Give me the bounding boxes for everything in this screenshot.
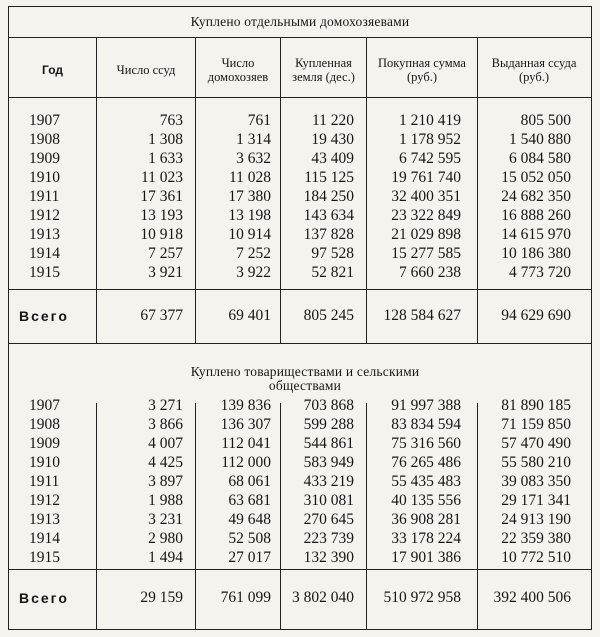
cell-year: 1908 <box>29 131 60 148</box>
cell-land: 223 739 <box>303 530 354 547</box>
cell-loan-amount: 39 083 350 <box>501 473 571 490</box>
cell-land: 583 949 <box>303 454 354 471</box>
cell-households: 1 314 <box>236 131 271 148</box>
cell-land: 599 288 <box>303 416 354 433</box>
table-row <box>9 529 591 548</box>
table-row <box>9 434 591 453</box>
cell-year: 1915 <box>29 549 60 566</box>
cell-households: 13 198 <box>228 207 271 224</box>
table-row <box>9 415 591 434</box>
cell-land: 184 250 <box>303 188 354 205</box>
cell-households: 3 922 <box>236 264 271 281</box>
total-households: 69 401 <box>228 307 271 324</box>
cell-price: 15 277 585 <box>391 245 461 262</box>
cell-loan-amount: 6 084 580 <box>509 150 571 167</box>
cell-land: 433 219 <box>303 473 354 490</box>
cell-land: 703 868 <box>303 397 354 414</box>
table-row <box>9 168 591 187</box>
cell-loan-amount: 4 773 720 <box>509 264 571 281</box>
cell-land: 19 430 <box>311 131 354 148</box>
cell-households: 52 508 <box>228 530 271 547</box>
cell-year: 1909 <box>29 150 60 167</box>
cell-loan-amount: 24 682 350 <box>501 188 571 205</box>
cell-price: 7 660 238 <box>399 264 461 281</box>
cell-price: 23 322 849 <box>391 207 461 224</box>
cell-loans: 763 <box>159 112 183 129</box>
table-row <box>9 510 591 529</box>
cell-land: 544 861 <box>303 435 354 452</box>
cell-year: 1913 <box>29 511 60 528</box>
cell-loans: 4 007 <box>148 435 183 452</box>
cell-year: 1907 <box>29 397 60 414</box>
total-loans: 67 377 <box>140 307 183 324</box>
cell-households: 3 632 <box>236 150 271 167</box>
cell-households: 761 <box>247 112 271 129</box>
cell-price: 33 178 224 <box>391 530 461 547</box>
total-price: 128 584 627 <box>383 307 461 324</box>
cell-households: 7 252 <box>236 245 271 262</box>
cell-loan-amount: 805 500 <box>520 112 571 129</box>
cell-households: 10 914 <box>228 226 271 243</box>
rule-below-total1 <box>9 343 591 344</box>
cell-loans: 1 988 <box>148 492 183 509</box>
cell-year: 1914 <box>29 530 60 547</box>
cell-land: 143 634 <box>303 207 354 224</box>
total-loan-amount: 392 400 506 <box>493 589 571 606</box>
cell-loans: 3 271 <box>148 397 183 414</box>
cell-loans: 3 897 <box>148 473 183 490</box>
cell-price: 1 178 952 <box>399 131 461 148</box>
table-row <box>9 111 591 130</box>
table-row <box>9 244 591 263</box>
table-row <box>9 225 591 244</box>
total-label: Всего <box>19 590 69 606</box>
cell-price: 91 997 388 <box>391 397 461 414</box>
cell-loans: 13 193 <box>140 207 183 224</box>
cell-households: 68 061 <box>228 473 271 490</box>
cell-loan-amount: 16 888 260 <box>501 207 571 224</box>
cell-price: 21 029 898 <box>391 226 461 243</box>
table-row <box>9 453 591 472</box>
cell-loan-amount: 22 359 380 <box>501 530 571 547</box>
cell-year: 1913 <box>29 226 60 243</box>
cell-households: 136 307 <box>220 416 271 433</box>
cell-loan-amount: 55 580 210 <box>501 454 571 471</box>
cell-loans: 3 921 <box>148 264 183 281</box>
cell-price: 1 210 419 <box>399 112 461 129</box>
cell-year: 1910 <box>29 169 60 186</box>
total-label: Всего <box>19 308 69 324</box>
table-row <box>9 548 591 567</box>
cell-land: 310 081 <box>303 492 354 509</box>
cell-year: 1911 <box>29 473 60 490</box>
cell-year: 1912 <box>29 492 60 509</box>
statistics-table <box>8 6 592 630</box>
cell-loan-amount: 15 052 050 <box>501 169 571 186</box>
cell-year: 1912 <box>29 207 60 224</box>
cell-loan-amount: 10 186 380 <box>501 245 571 262</box>
table-row <box>9 130 591 149</box>
cell-land: 11 220 <box>311 112 354 129</box>
header-price: Покупная сумма (руб.) <box>378 56 466 84</box>
cell-households: 11 028 <box>228 169 271 186</box>
cell-loans: 3 231 <box>148 511 183 528</box>
cell-loans: 2 980 <box>148 530 183 547</box>
cell-loan-amount: 1 540 880 <box>509 131 571 148</box>
cell-year: 1910 <box>29 454 60 471</box>
cell-price: 19 761 740 <box>391 169 461 186</box>
cell-price: 75 316 560 <box>391 435 461 452</box>
table-row <box>9 472 591 491</box>
table-row <box>9 263 591 282</box>
cell-loan-amount: 10 772 510 <box>501 549 571 566</box>
section1-title: Куплено отдельными домохозяевами <box>190 14 410 29</box>
cell-year: 1908 <box>29 416 60 433</box>
cell-land: 97 528 <box>311 245 354 262</box>
cell-price: 55 435 483 <box>391 473 461 490</box>
cell-loan-amount: 71 159 850 <box>501 416 571 433</box>
table-row <box>9 491 591 510</box>
cell-price: 83 834 594 <box>391 416 461 433</box>
header-year: Год <box>42 63 63 77</box>
cell-households: 112 000 <box>221 454 271 471</box>
cell-households: 139 836 <box>220 397 271 414</box>
cell-land: 270 645 <box>303 511 354 528</box>
cell-households: 27 017 <box>228 549 271 566</box>
cell-land: 115 125 <box>304 169 354 186</box>
cell-loans: 10 918 <box>140 226 183 243</box>
cell-loans: 1 633 <box>148 150 183 167</box>
cell-price: 40 135 556 <box>391 492 461 509</box>
cell-households: 49 648 <box>228 511 271 528</box>
header-loans: Число ссуд <box>116 63 176 77</box>
cell-loan-amount: 14 615 970 <box>501 226 571 243</box>
cell-loans: 11 023 <box>140 169 183 186</box>
total-loans: 29 159 <box>140 589 183 606</box>
table-row <box>9 396 591 415</box>
cell-year: 1915 <box>29 264 60 281</box>
header-households: Число домохозяев <box>207 56 269 84</box>
cell-loans: 1 308 <box>148 131 183 148</box>
cell-land: 43 409 <box>311 150 354 167</box>
cell-loans: 17 361 <box>140 188 183 205</box>
cell-price: 76 265 486 <box>391 454 461 471</box>
cell-loan-amount: 57 470 490 <box>501 435 571 452</box>
cell-households: 17 380 <box>228 188 271 205</box>
header-loan-amount: Выданная ссуда (руб.) <box>491 56 577 84</box>
total-land: 805 245 <box>303 307 354 324</box>
section2-title: Куплено товариществами и сельскими обществами <box>190 364 420 393</box>
cell-year: 1914 <box>29 245 60 262</box>
cell-loan-amount: 29 171 341 <box>501 492 571 509</box>
cell-year: 1911 <box>29 188 60 205</box>
cell-price: 6 742 595 <box>399 150 461 167</box>
table-row <box>9 206 591 225</box>
table-row <box>9 149 591 168</box>
header-land: Купленная земля (дес.) <box>292 56 355 84</box>
cell-loans: 4 425 <box>148 454 183 471</box>
total-land: 3 802 040 <box>292 589 354 606</box>
cell-land: 132 390 <box>303 549 354 566</box>
cell-households: 112 041 <box>221 435 271 452</box>
cell-year: 1907 <box>29 112 60 129</box>
cell-loans: 1 494 <box>148 549 183 566</box>
cell-loan-amount: 24 913 190 <box>501 511 571 528</box>
cell-year: 1909 <box>29 435 60 452</box>
cell-land: 52 821 <box>311 264 354 281</box>
cell-price: 32 400 351 <box>391 188 461 205</box>
cell-households: 63 681 <box>228 492 271 509</box>
cell-loan-amount: 81 890 185 <box>501 397 571 414</box>
cell-loans: 3 866 <box>148 416 183 433</box>
total-price: 510 972 958 <box>383 589 461 606</box>
table-row <box>9 187 591 206</box>
total-households: 761 099 <box>220 589 271 606</box>
cell-loans: 7 257 <box>148 245 183 262</box>
cell-price: 17 901 386 <box>391 549 461 566</box>
cell-land: 137 828 <box>303 226 354 243</box>
total-loan-amount: 94 629 690 <box>501 307 571 324</box>
cell-price: 36 908 281 <box>391 511 461 528</box>
